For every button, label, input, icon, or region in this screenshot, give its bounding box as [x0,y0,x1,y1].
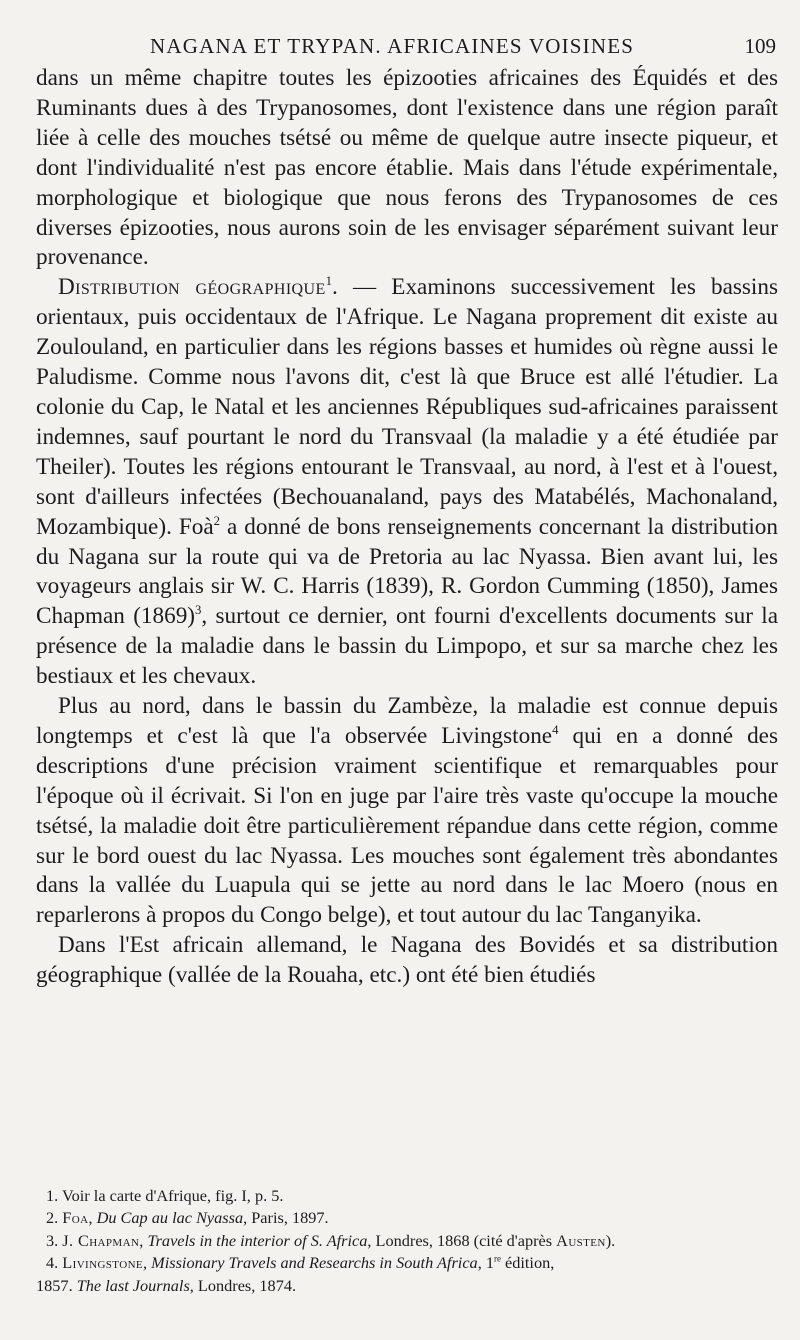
footnote-2: 2. Foa, Du Cap au lac Nyassa, Paris, 1897. [46,1208,329,1228]
paragraph-1: dans un même chapitre toutes les épizooties africaines des Équidés et des Ruminants dues à des Trypanosomes, dont l'existence dans une région paraît liée à celle des mouches tsétsé ou même de quelque autre insecte piqueur, et dont l'individualité n'est pas encore établie. Mais dans l'étude expérimentale, morphologique et biologique que nous ferons des Trypanosomes de ces diverses épizooties, nous aurons soin de les envisager séparément suivant leur provenance. [36,65,778,271]
paragraph-3-text-a: Plus au nord, dans le bassin du Zambèze, la maladie est connue depuis longtemps et c'est là que l'a observée Livingstone [36,693,778,749]
footnote-3-number: 3. [46,1230,63,1250]
paragraph-2-text-a: . — Examinons successivement les bassins orientaux, puis occidentaux de l'Afrique. Le Nagana proprement dit existe au Zoulouland, en particulier dans les régions basses et humides où règne aussi le Paludisme. Comme nous l'avons dit, c'est là que Bruce est allé l'étudier. La colonie du Cap, le Natal et les anciennes Républiques sud-africaines paraissent indemnes, sauf pourtant le nord du Transvaal (la maladie y a été étudiée par Theiler). Toutes les régions entourant le Transvaal, au nord, à l'est et à l'ouest, sont d'ailleurs infectées (Bechouanaland, pays des Matabélés, Machonaland, Mozambique). Foà [36,274,778,540]
paragraph-2-text-c: , surtout ce dernier, ont fourni d'excellents documents sur la présence de la maladie dans le bassin du Limpopo, et sur sa marche chez les bestiaux et les chevaux. [36,603,779,690]
footnote-2-number: 2. [46,1208,63,1228]
body-text [36,64,778,991]
footnote-1: 1. Voir la carte d'Afrique, fig. I, p. 5. [46,1186,284,1205]
page-number: 109 [744,34,776,58]
footnote-4-edition-sup: re [493,1253,501,1264]
footnote-4-author: Livingstone [62,1253,144,1273]
footnote-ref-3: 3 [195,603,202,618]
paragraph-3 [36,692,778,931]
footnote-4-edition-rest: édition, [500,1253,555,1273]
footnote-3-end: ). [605,1230,616,1250]
footnote-2-author: Foa [62,1208,89,1228]
footnote-2-rest: , Paris, 1897. [243,1208,329,1228]
footnote-4: 4. Livingstone, Missionary Travels and Researchs in South Africa, 1re édition, [46,1253,555,1273]
footnote-ref-2: 2 [213,513,220,528]
running-head [0,34,800,64]
footnote-ref-1: 1 [325,274,333,289]
footnote-3-author: J. Chapman [62,1230,140,1250]
paragraph-4: Dans l'Est africain allemand, le Nagana des Bovidés et sa distribution géographique (vallée de la Rouaha, etc.) ont été bien étudiés [36,932,778,989]
footnote-3-title: Travels in the interior of S. Africa [147,1230,368,1250]
section-heading: Distribution géographique [58,274,326,301]
footnote-4-continuation [36,1275,778,1297]
paragraph-3-text-b: qui en a donné des descriptions d'une précision vraiment scientifique et remarquables pour l'époque où il écrivait. Si l'on en juge par l'aire très vaste qu'occupe la mouche tsétsé, la maladie doit être particulièrement répandue dans cette région, comme sur le bord ouest du lac Nyassa. Les mouches sont également très abondantes dans la vallée du Luapula qui se jette au nord dans le lac Moero (nous en reparlerons à propos du Congo belge), et tout autour du lac Tanganyika. [36,722,779,929]
footnote-4-number: 4. [46,1253,63,1273]
footnote-ref-4: 4 [552,723,559,738]
running-title: NAGANA ET TRYPAN. AFRICAINES VOISINES [150,34,635,58]
footnote-4-title: Missionary Travels and Researchs in South Africa [151,1253,478,1273]
footnote-4-second-rest: , Londres, 1874. [189,1275,297,1295]
footnote-4-year: 1857. [36,1275,77,1295]
footnote-3-cited-author: Austen [556,1230,606,1250]
footnote-2-title: Du Cap au lac Nyassa [96,1208,244,1228]
paragraph-2-text-b: a donné de bons renseignements concernant la distribution du Nagana sur la route qui va de Pretoria au lac Nyassa. Bien avant lui, les voyageurs anglais sir W. C. Harris (1839), R. Gordon Cumming (1850), James Chapman (1869) [36,513,778,630]
paragraph-2 [36,273,778,692]
footnote-4-edition: , 1 [477,1253,494,1273]
footnote-3-rest: , Londres, 1868 (cité d'après [367,1230,557,1250]
footnotes [36,1185,778,1297]
footnote-3: 3. J. Chapman, Travels in the interior of S. Africa, Londres, 1868 (cité d'après Austen). [46,1230,616,1250]
footnote-4-second-title: The last Journals [76,1275,190,1295]
